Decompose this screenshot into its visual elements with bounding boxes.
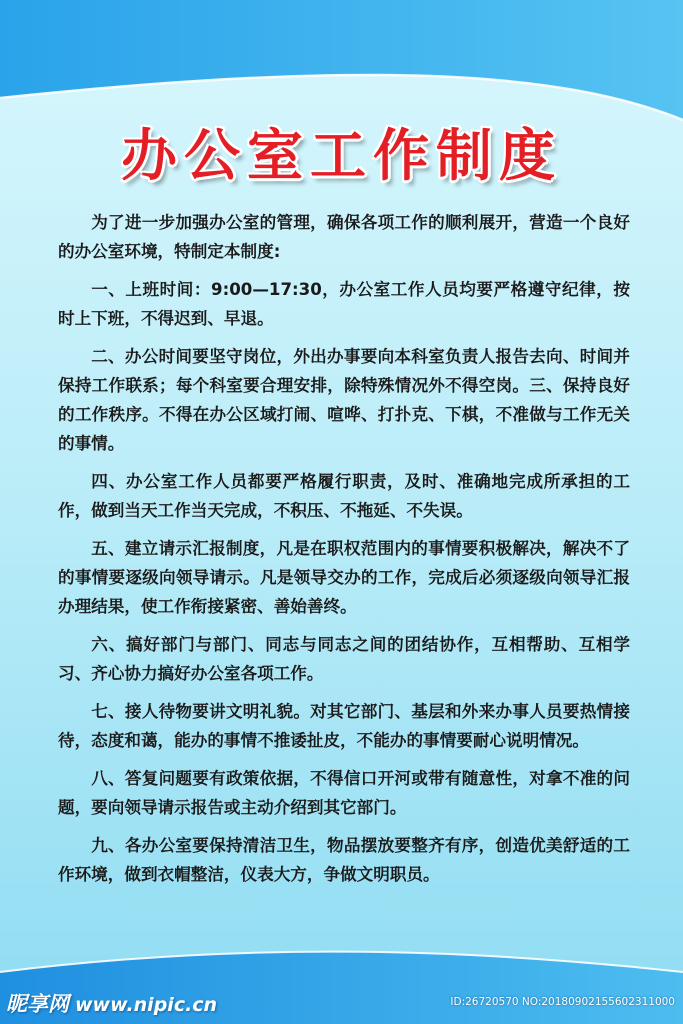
rule-paragraph: 四、办公室工作人员都要严格履行职责，及时、准确地完成所承担的工作，做到当天工作当天完成，不积压、不拖延、不失误。 [58, 472, 630, 520]
page-title: 办公室工作制度 [121, 124, 562, 189]
rule-paragraph: 二、办公时间要坚守岗位，外出办事要向本科室负责人报告去向、时间并保持工作联系；每个科室要合理安排，除特殊情况外不得空岗。三、保持良好的工作秩序。不得在办公区域打闹、喧哗、打扑克、下棋，不准做与工作无关的事情。 [58, 347, 630, 453]
regulation-text [58, 208, 630, 898]
watermark-logo [6, 988, 217, 1018]
watermark-id: ID:26720570 NO:20180902155602311000 [450, 996, 675, 1008]
intro-paragraph: 为了进一步加强办公室的管理，确保各项工作的顺利展开，营造一个良好的办公室环境，特制定本制度: [58, 213, 630, 261]
rule-paragraph: 八、答复问题要有政策依据，不得信口开河或带有随意性，对拿不准的问题，要向领导请示报告或主动介绍到其它部门。 [58, 769, 630, 817]
watermark-site: www.nipic.cn [75, 994, 218, 1016]
rule-paragraph: 九、各办公室要保持清洁卫生，物品摆放要整齐有序，创造优美舒适的工作环境，做到衣帽整洁，仪表大方，争做文明职员。 [58, 836, 630, 884]
rule-paragraph: 五、建立请示汇报制度，凡是在职权范围内的事情要积极解决，解决不了的事情要逐级向领导请示。凡是领导交办的工作，完成后必须逐级向领导汇报办理结果，使工作衔接紧密、善始善终。 [58, 539, 630, 616]
watermark-logo-text: 昵享网 [6, 992, 69, 1016]
rule-paragraph: 七、接人待物要讲文明礼貌。对其它部门、基层和外来办事人员要热情接待，态度和蔼，能办的事情不推诿扯皮，不能办的事情要耐心说明情况。 [58, 702, 630, 750]
rule-paragraph: 一、上班时间：9:00—17:30，办公室工作人员均要严格遵守纪律，按时上下班，不得迟到、早退。 [58, 280, 630, 328]
rule-paragraph: 六、搞好部门与部门、同志与同志之间的团结协作，互相帮助、互相学习、齐心协力搞好办公室各项工作。 [58, 635, 630, 683]
